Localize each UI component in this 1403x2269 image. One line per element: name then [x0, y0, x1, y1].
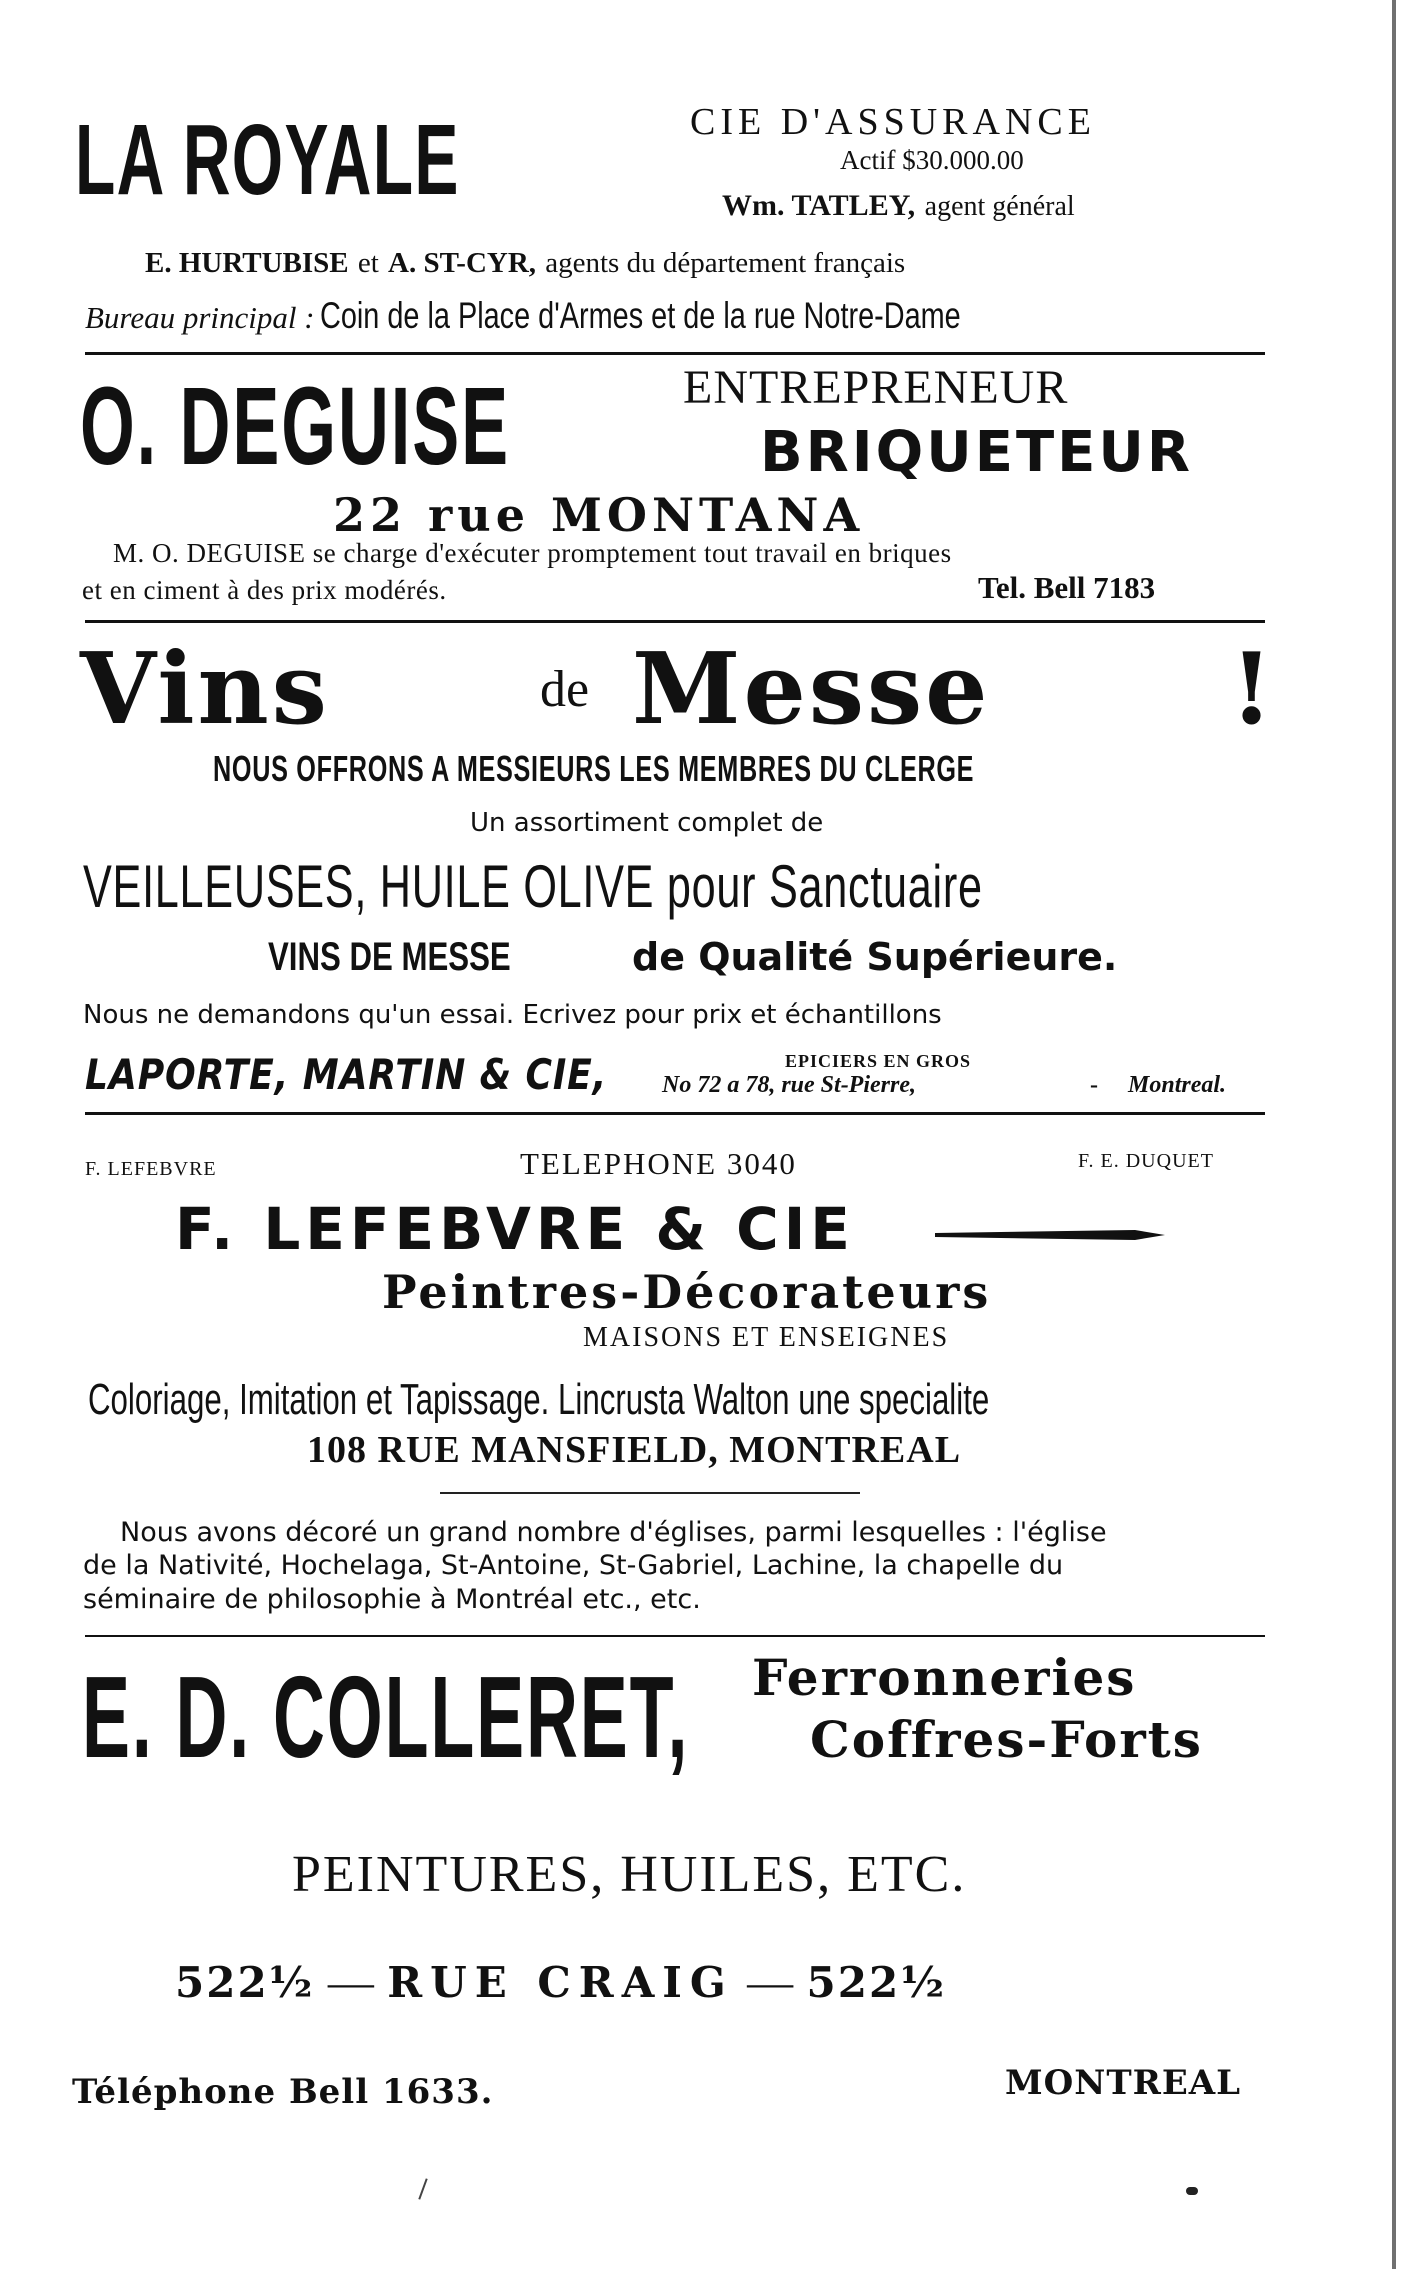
deguise-address: 22 rue MONTANA: [333, 488, 865, 542]
vins-company: LAPORTE, MARTIN & CIE,: [85, 1050, 608, 1099]
vins-dash: -: [1090, 1072, 1098, 1098]
la-royale-company: CIE D'ASSURANCE: [690, 101, 1096, 143]
colleret-trade-coffres: Coffres-Forts: [810, 1710, 1203, 1769]
vins-offer: NOUS OFFRONS A MESSIEURS LES MEMBRES DU CLERGE: [213, 748, 975, 789]
lefebvre-flourish: [935, 1228, 1165, 1242]
deguise-tel: Tel. Bell 7183: [978, 570, 1156, 605]
colleret-products: PEINTURES, HUILES, ETC.: [292, 1846, 967, 1903]
la-royale-agent: Wm. TATLEY, agent général: [722, 189, 1075, 222]
vins-assortment: Un assortiment complet de: [470, 808, 824, 838]
divider: [85, 620, 1265, 623]
lefebvre-partner-right: F. E. DUQUET: [1078, 1150, 1214, 1172]
page-gutter-edge: [1392, 0, 1396, 2269]
lefebvre-telephone: TELEPHONE 3040: [520, 1146, 797, 1181]
vins-quality: VINS DE MESSE: [268, 935, 511, 979]
vins-epiciers: EPICIERS EN GROS: [785, 1051, 972, 1071]
colleret-name: E. D. COLLERET,: [82, 1652, 690, 1782]
deguise-title-entrepreneur: ENTREPRENEUR: [683, 361, 1069, 414]
vins-city: Montreal.: [1128, 1072, 1227, 1098]
colleret-city: MONTREAL: [1005, 2063, 1242, 2103]
deguise-desc-line2: et en ciment à des prix modérés.: [82, 575, 447, 605]
la-royale-name: LA ROYALE: [75, 104, 460, 216]
lefebvre-address: 108 RUE MANSFIELD, MONTREAL: [307, 1429, 962, 1471]
ink-mark: [418, 2178, 427, 2199]
lefebvre-para-line1: Nous avons décoré un grand nombre d'églises, parmi lesquelles : l'église: [120, 1517, 1107, 1548]
divider: [85, 1112, 1265, 1115]
lefebvre-company: F. LEFEBVRE & CIE: [175, 1195, 855, 1263]
vins-address: No 72 a 78, rue St-Pierre,: [662, 1072, 916, 1098]
vins-word-vins: Vins: [80, 632, 330, 747]
lefebvre-para-line3: séminaire de philosophie à Montréal etc., etc.: [83, 1584, 701, 1615]
la-royale-agents-line: E. HURTUBISE et A. ST-CYR, agents du département français: [145, 247, 906, 279]
vins-word-messe: Messe: [632, 632, 991, 747]
deguise-title-briqueteur: BRIQUETEUR: [760, 420, 1194, 485]
lefebvre-services: Coloriage, Imitation et Tapissage. Lincrusta Walton une specialite: [88, 1375, 990, 1424]
la-royale-bureau-line: Bureau principal : Coin de la Place d'Armes et de la rue Notre-Dame: [85, 295, 961, 336]
lefebvre-sub: MAISONS ET ENSEIGNES: [583, 1322, 950, 1353]
colleret-trade-ferronneries: Ferronneries: [752, 1648, 1137, 1707]
divider: [85, 1635, 1265, 1637]
colleret-telephone: Téléphone Bell 1633.: [72, 2072, 494, 2112]
deguise-desc-line1: M. O. DEGUISE se charge d'exécuter promptement tout travail en briques: [113, 538, 952, 568]
deguise-name: O. DEGUISE: [80, 365, 510, 488]
vins-exclaim: !: [1230, 632, 1274, 747]
divider: [85, 352, 1265, 355]
lefebvre-para-line2: de la Nativité, Hochelaga, St-Antoine, St-Gabriel, Lachine, la chapelle du: [83, 1550, 1064, 1581]
lefebvre-trade: Peintres-Décorateurs: [382, 1265, 992, 1319]
la-royale-actif: Actif $30.000.00: [840, 145, 1024, 175]
vins-quality-rest: de Qualité Supérieure.: [632, 935, 1118, 979]
vins-products: VEILLEUSES, HUILE OLIVE pour Sanctuaire: [83, 853, 983, 920]
lefebvre-partner-left: F. LEFEBVRE: [85, 1158, 217, 1180]
ink-mark: [1186, 2187, 1198, 2195]
vins-word-de: de: [540, 661, 590, 718]
vins-request: Nous ne demandons qu'un essai. Ecrivez pour prix et échantillons: [83, 1000, 942, 1030]
colleret-address-line: 522½ — RUE CRAIG — 522½: [175, 1956, 947, 2007]
divider: [440, 1492, 860, 1494]
